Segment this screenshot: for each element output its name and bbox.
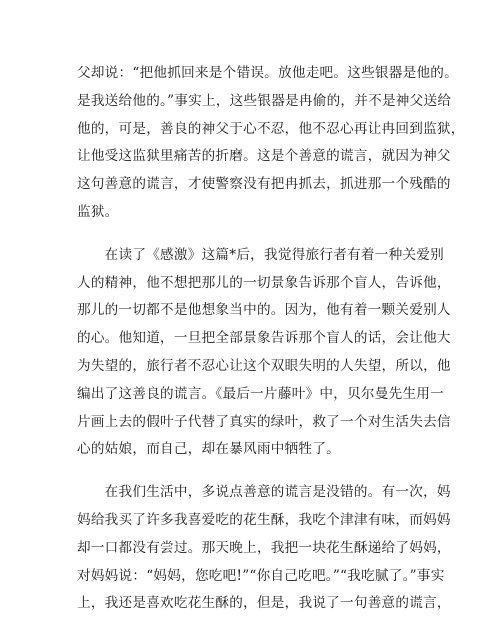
text-line: 父却说：“把他抓回来是个错误。放他走吧。这些银器是他的。 xyxy=(77,65,458,81)
text-line: 那儿的一切都不是他想象当中的。因为，他有着一颗关爱别人 xyxy=(77,302,451,319)
text-line: 这句善意的谎言，才使警察没有把冉抓去，抓进那一个残酷的 xyxy=(77,176,451,193)
paragraph-3 xyxy=(77,479,451,618)
text-line: 让他受这监狱里痛苦的折磨。这是个善意的谎言，就因为神父 xyxy=(77,148,451,165)
text-line: 是我送给他的。”事实上，这些银器是冉偷的，并不是神父送给 xyxy=(77,92,452,109)
paragraph-1 xyxy=(77,60,465,227)
text-line: 上，我还是喜欢吃花生酥的，但是，我说了一句善意的谎言， xyxy=(77,595,451,612)
text-line: 片画上去的假叶子代替了真实的绿叶，救了一个对生活失去信 xyxy=(77,413,451,430)
text-line: 却一口都没有尝过。那天晚上，我把一块花生酥递给了妈妈， xyxy=(77,539,451,556)
document-page xyxy=(77,60,465,633)
text-line: 在我们生活中，多说点善意的谎言是没错的。有一次，妈 xyxy=(77,484,451,501)
text-line: 为失望的，旅行者不忍心让这个双眼失明的人失望，所以，他 xyxy=(77,357,451,374)
text-line: 的心。他知道，一旦把全部景象告诉那个盲人的话，会让他大 xyxy=(77,330,451,347)
text-line: 编出了这善良的谎言。《最后一片藤叶》中，贝尔曼先生用一 xyxy=(77,385,444,402)
text-line: 在读了《感激》这篇*后，我觉得旅行者有着一种关爱别 xyxy=(77,246,444,263)
text-line: 人的精神，他不想把那儿的一切景象告诉那个盲人，告诉他， xyxy=(77,274,451,291)
text-line: 心的姑娘，而自己，却在暴风雨中牺牲了。 xyxy=(77,441,341,458)
text-line: 他的，可是，善良的神父于心不忍，他不忍心再让冉回到监狱， xyxy=(77,120,465,137)
paragraph-2 xyxy=(77,242,451,464)
text-line: 对妈妈说：“妈妈，您吃吧!”“你自己吃吧。”“我吃腻了。”事实 xyxy=(77,567,445,584)
text-line: 监狱。 xyxy=(77,203,119,220)
text-line: 妈给我买了许多我喜爱吃的花生酥，我吃个津津有味，而妈妈 xyxy=(77,511,451,528)
